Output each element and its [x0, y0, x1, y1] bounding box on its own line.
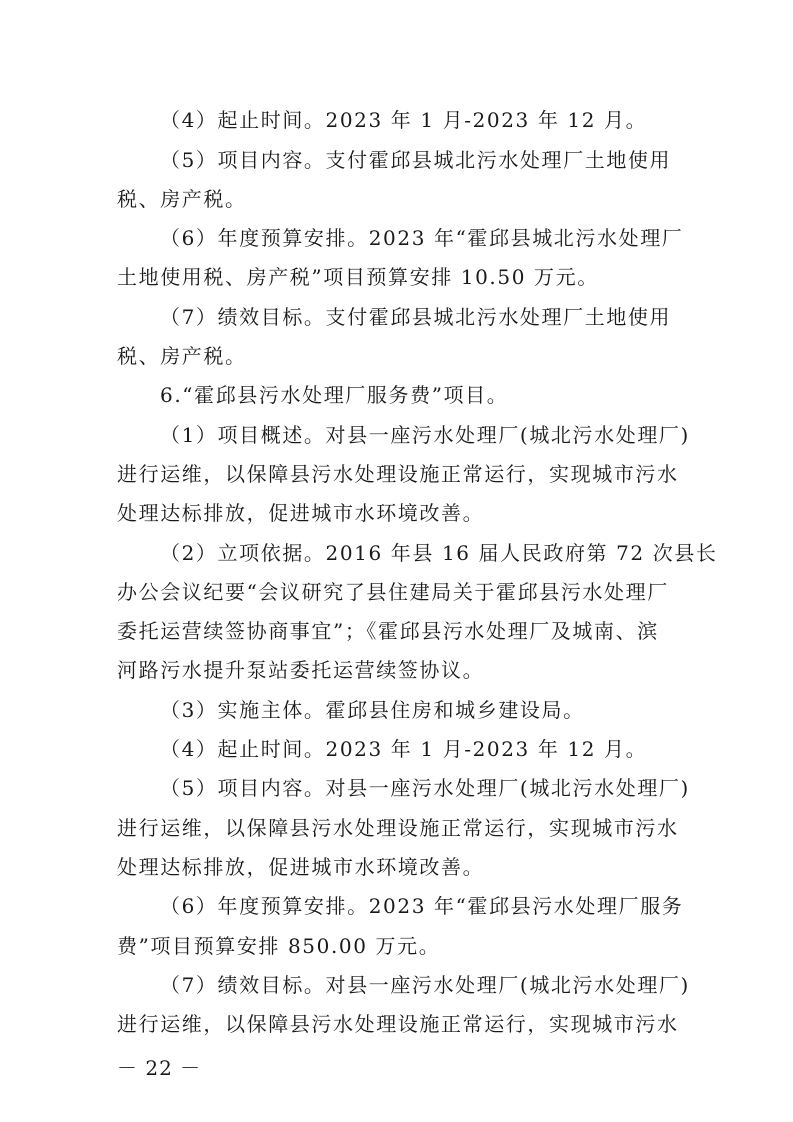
text-line: （6）年度预算安排。2023 年“霍邱县城北污水处理厂 [160, 226, 684, 250]
text-line: 委托运营续签协商事宜”；《霍邱县污水处理厂及城南、滨 [117, 619, 659, 643]
text-line: （3）实施主体。霍邱县住房和城乡建设局。 [160, 698, 585, 722]
text-line: （2）立项依据。2016 年县 16 届人民政府第 72 次县长 [160, 541, 718, 565]
text-line: （1）项目概述。对县一座污水处理厂(城北污水处理厂) [160, 423, 690, 447]
text-line: 河路污水提升泵站委托运营续签协议。 [117, 658, 485, 682]
text-line: 处理达标排放，促进城市水环境改善。 [117, 501, 485, 525]
text-line: （7）绩效目标。对县一座污水处理厂(城北污水处理厂) [160, 973, 690, 997]
text-line: 进行运维，以保障县污水处理设施正常运行，实现城市污水 [117, 816, 679, 840]
text-line: 处理达标排放，促进城市水环境改善。 [117, 855, 485, 879]
text-line: （7）绩效目标。支付霍邱县城北污水处理厂土地使用 [160, 305, 672, 329]
text-line: （4）起止时间。2023 年 1 月-2023 年 12 月。 [160, 737, 648, 761]
text-line: 费”项目预算安排 850.00 万元。 [117, 934, 441, 958]
text-line: 土地使用税、房产税”项目预算安排 10.50 万元。 [117, 265, 599, 289]
text-line: （4）起止时间。2023 年 1 月-2023 年 12 月。 [160, 108, 648, 132]
text-line: 税、房产税。 [117, 344, 247, 368]
text-line: （6）年度预算安排。2023 年“霍邱县污水处理厂服务 [160, 894, 684, 918]
page-number: － 22 － [117, 1056, 202, 1080]
text-line: （5）项目内容。对县一座污水处理厂(城北污水处理厂) [160, 776, 690, 800]
text-line: （5）项目内容。支付霍邱县城北污水处理厂土地使用 [160, 148, 672, 172]
text-line: 税、房产税。 [117, 187, 247, 211]
text-line: 进行运维，以保障县污水处理设施正常运行，实现城市污水 [117, 462, 679, 486]
text-line: 进行运维，以保障县污水处理设施正常运行，实现城市污水 [117, 1012, 679, 1036]
section-heading: 6.“霍邱县污水处理厂服务费”项目。 [160, 383, 509, 407]
text-line: 办公会议纪要“会议研究了县住建局关于霍邱县污水处理厂 [117, 580, 669, 604]
